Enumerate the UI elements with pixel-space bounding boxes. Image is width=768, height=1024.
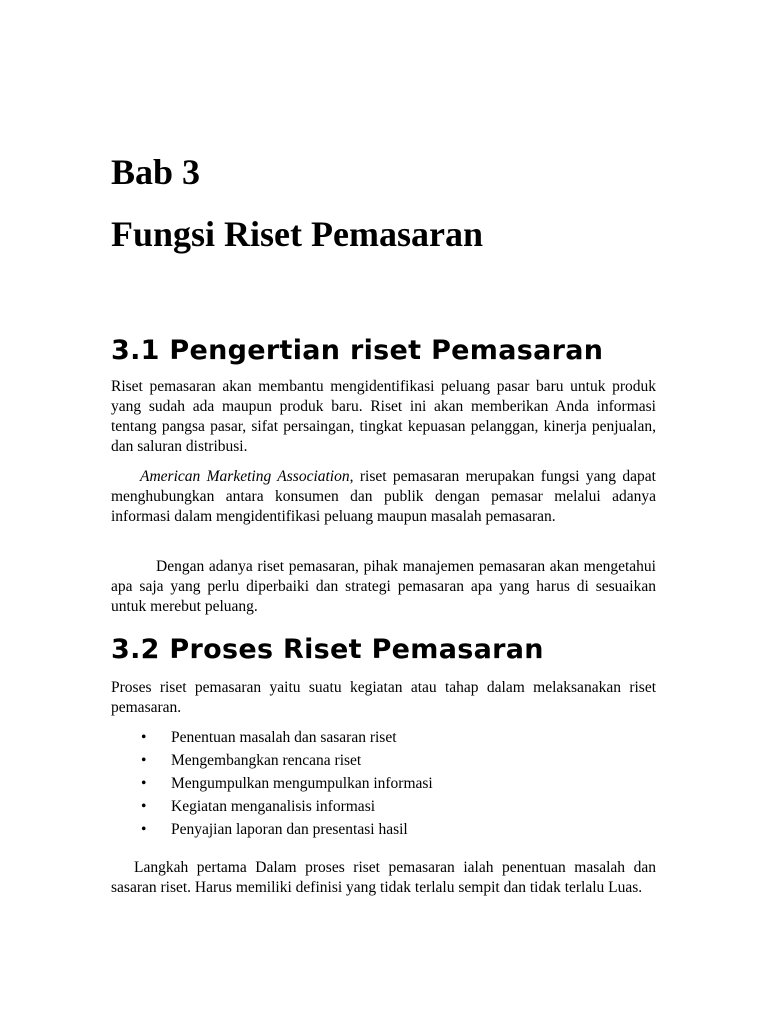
paragraph-ama: [111, 467, 656, 527]
list-item: [111, 818, 656, 841]
list-item: [111, 772, 656, 795]
list-item-text: Kegiatan menganalisis informasi: [171, 798, 376, 815]
list-item: [111, 726, 656, 749]
paragraph-first-step: Langkah pertama Dalam proses riset pemasaran ialah penentuan masalah dan sasaran riset. Harus memiliki definisi yang tidak terlalu sempit dan tidak terlalu Luas.: [111, 859, 656, 896]
list-item: [111, 749, 656, 772]
ama-italic-name: American Marketing Association: [140, 468, 350, 485]
section-heading-3-1: 3.1 Pengertian riset Pemasaran: [111, 335, 604, 366]
paragraph-process-intro: Proses riset pemasaran yaitu suatu kegiatan atau tahap dalam melaksanakan riset pemasaran.: [111, 679, 656, 716]
bullet-icon: •: [141, 729, 147, 746]
list-item-text: Penyajian laporan dan presentasi hasil: [171, 821, 408, 838]
list-item: [111, 795, 656, 818]
bullet-icon: •: [141, 752, 147, 769]
chapter-title: Fungsi Riset Pemasaran: [111, 214, 483, 254]
paragraph-definition: Riset pemasaran akan membantu mengidentifikasi peluang pasar baru untuk produk yang sudah ada maupun produk baru. Riset ini akan memberikan Anda informasi tentang pangsa pasar, sifat persaingan, tingkat kepuasan pelanggan, kinerja penjualan, dan saluran distribusi.: [111, 378, 656, 455]
bullet-icon: •: [141, 775, 147, 792]
process-step-list: [111, 726, 656, 841]
chapter-number: Bab 3: [111, 152, 201, 192]
list-item-text: Mengembangkan rencana riset: [171, 752, 362, 769]
list-item-text: Mengumpulkan mengumpulkan informasi: [171, 775, 433, 792]
list-item-text: Penentuan masalah dan sasaran riset: [171, 729, 397, 746]
bullet-icon: •: [141, 821, 147, 838]
bullet-icon: •: [141, 798, 147, 815]
section-heading-3-2: 3.2 Proses Riset Pemasaran: [111, 634, 544, 665]
paragraph-ama-text: , riset pemasaran merupakan fungsi yang dapat menghubungkan antara konsumen dan publik dengan pemasar melalui adanya informasi dalam mengidentifikasi peluang maupun masalah pemasaran.: [111, 468, 656, 525]
paragraph-benefit: Dengan adanya riset pemasaran, pihak manajemen pemasaran akan mengetahui apa saja yang perlu diperbaiki dan strategi pemasaran apa yang harus di sesuaikan untuk merebut peluang.: [111, 558, 656, 615]
